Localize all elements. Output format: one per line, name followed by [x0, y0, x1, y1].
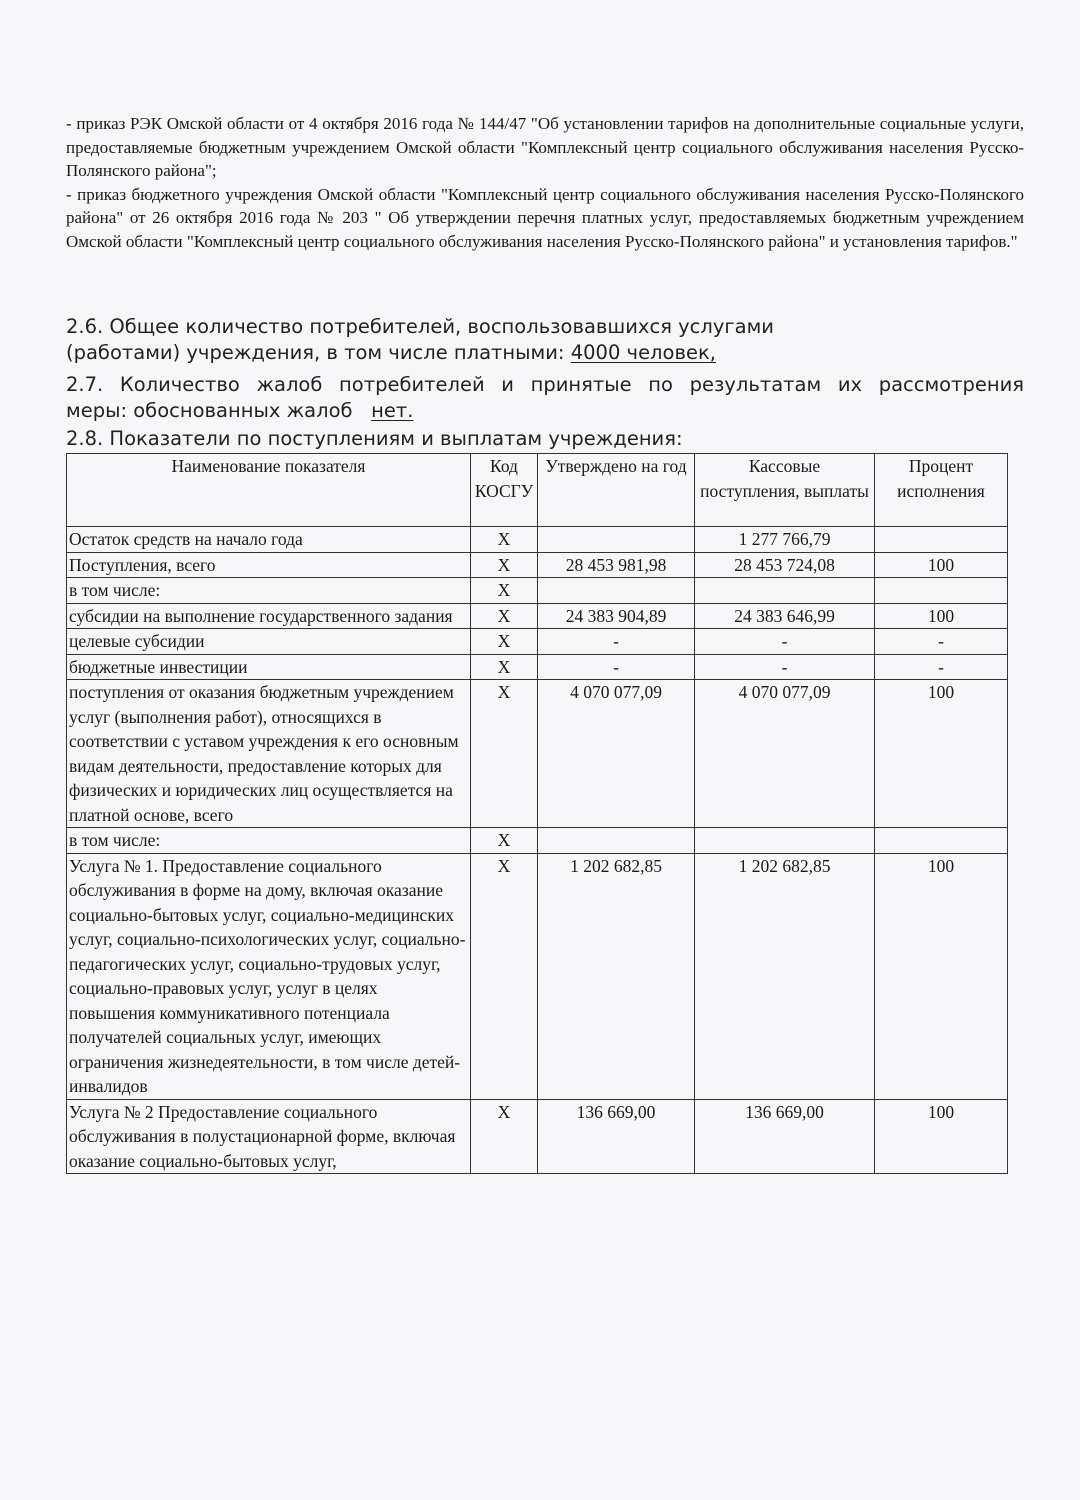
row-cash: 1 202 682,85 [695, 853, 875, 1099]
row-approved: 136 669,00 [538, 1099, 695, 1174]
row-name: Остаток средств на начало года [67, 527, 471, 553]
row-approved [538, 828, 695, 854]
header-indicator-name: Наименование показателя [67, 454, 471, 527]
row-percent [875, 527, 1008, 553]
row-cash [695, 828, 875, 854]
row-code: X [471, 578, 538, 604]
section-2-8-title: 2.8. Показатели по поступлениям и выплатам учреждения: [66, 427, 683, 450]
revenue-payments-table [66, 453, 1008, 1174]
row-cash: 1 277 766,79 [695, 527, 875, 553]
row-approved: - [538, 629, 695, 655]
section-2-7-line1: 2.7. Количество жалоб потребителей и принятые по результатам их рассмотрения [66, 373, 1024, 396]
row-code: X [471, 654, 538, 680]
section-2-8 [66, 426, 1024, 452]
header-kosgu-code: Код КОСГУ [471, 454, 538, 527]
row-percent: - [875, 629, 1008, 655]
row-name: Поступления, всего [67, 552, 471, 578]
row-percent: 100 [875, 680, 1008, 828]
row-approved [538, 578, 695, 604]
row-code: X [471, 828, 538, 854]
row-percent: 100 [875, 552, 1008, 578]
intro-order-1: - приказ РЭК Омской области от 4 октября 2016 года № 144/47 "Об установлении тарифов на дополнительные социальные услуги, предоставляемые бюджетным учреждением Омской области "Комплексный центр социального обслуживания населения Русско-Полянского района"; [66, 114, 1024, 180]
consumers-count: 4000 человек, [570, 341, 716, 364]
table-row [67, 680, 1008, 828]
row-cash: - [695, 654, 875, 680]
row-code: X [471, 552, 538, 578]
table-header-row [67, 454, 1008, 527]
table-row [67, 603, 1008, 629]
header-cash: Кассовые поступления, выплаты [695, 454, 875, 527]
header-approved: Утверждено на год [538, 454, 695, 527]
row-code: X [471, 853, 538, 1099]
table-row [67, 828, 1008, 854]
section-2-6-line2: (работами) учреждения, в том числе платными: 4000 человек, [66, 341, 716, 364]
intro-text [66, 112, 1024, 253]
row-approved: 4 070 077,09 [538, 680, 695, 828]
table-row [67, 1099, 1008, 1174]
row-percent: - [875, 654, 1008, 680]
row-code: X [471, 680, 538, 828]
row-percent [875, 828, 1008, 854]
row-name: в том числе: [67, 578, 471, 604]
table-row [67, 552, 1008, 578]
row-name: в том числе: [67, 828, 471, 854]
row-cash [695, 578, 875, 604]
row-name: Услуга № 1. Предоставление социального обслуживания в форме на дому, включая оказание социально-бытовых услуг, социально-медицинских услуг, социально-психологических услуг, социально-педагогических услуг, социально-трудовых услуг, социально-правовых услуг, услуг в целях повышения коммуникативного потенциала получателей социальных услуг, имеющих ограничения жизнедеятельности, в том числе детей-инвалидов [67, 853, 471, 1099]
row-cash: 24 383 646,99 [695, 603, 875, 629]
row-name: Услуга № 2 Предоставление социального обслуживания в полустационарной форме, включая оказание социально-бытовых услуг, [67, 1099, 471, 1174]
section-2-6-line1: 2.6. Общее количество потребителей, воспользовавшихся услугами [66, 315, 774, 338]
row-name: субсидии на выполнение государственного задания [67, 603, 471, 629]
row-name: поступления от оказания бюджетным учреждением услуг (выполнения работ), относящихся в соответствии с уставом учреждения к его основным видам деятельности, предоставление которых для физических и юридических лиц осуществляется на платной основе, всего [67, 680, 471, 828]
row-percent: 100 [875, 1099, 1008, 1174]
row-cash: 28 453 724,08 [695, 552, 875, 578]
row-cash: 136 669,00 [695, 1099, 875, 1174]
row-name: бюджетные инвестиции [67, 654, 471, 680]
row-code: X [471, 629, 538, 655]
row-approved [538, 527, 695, 553]
row-percent: 100 [875, 853, 1008, 1099]
row-percent [875, 578, 1008, 604]
section-2-6 [66, 314, 1024, 366]
table-row [67, 853, 1008, 1099]
table-row [67, 578, 1008, 604]
row-code: X [471, 603, 538, 629]
row-approved: - [538, 654, 695, 680]
row-code: X [471, 1099, 538, 1174]
row-cash: 4 070 077,09 [695, 680, 875, 828]
row-percent: 100 [875, 603, 1008, 629]
row-name: целевые субсидии [67, 629, 471, 655]
section-2-7 [66, 372, 1024, 424]
row-cash: - [695, 629, 875, 655]
table-row [67, 527, 1008, 553]
table-row [67, 654, 1008, 680]
intro-order-2: - приказ бюджетного учреждения Омской области "Комплексный центр социального обслуживания населения Русско-Полянского района" от 26 октября 2016 года № 203 " Об утверждении перечня платных услуг, предоставляемых бюджетным учреждением Омской области "Комплексный центр социального обслуживания населения Русско-Полянского района" и установления тарифов." [66, 184, 1024, 251]
header-percent: Процент исполнения [875, 454, 1008, 527]
table-row [67, 629, 1008, 655]
section-2-7-line2: меры: обоснованных жалоб нет. [66, 399, 414, 422]
row-approved: 1 202 682,85 [538, 853, 695, 1099]
row-approved: 24 383 904,89 [538, 603, 695, 629]
complaints-value: нет. [371, 399, 414, 422]
row-code: X [471, 527, 538, 553]
row-approved: 28 453 981,98 [538, 552, 695, 578]
